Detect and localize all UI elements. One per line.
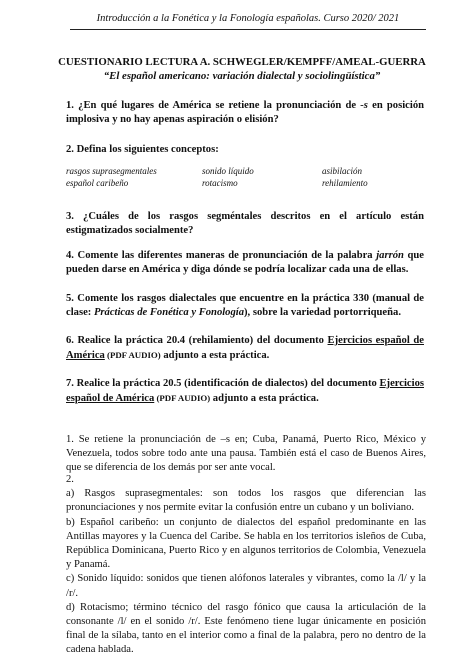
question-7-document-link[interactable]: Ejercicios español de América: [66, 378, 424, 405]
question-4: [66, 249, 424, 277]
question-3: 3. ¿Cuáles de los rasgos segméntales descritos en el artículo están estigmatizados socialmente?: [66, 211, 424, 237]
concept-item: rasgos suprasegmentales: [66, 166, 157, 176]
question-6-audio-note: (PDF AUDIO): [104, 350, 161, 361]
question-5: [66, 292, 424, 320]
question-5-text: 5. Comente los rasgos dialectales que encuentre en la práctica 330 (manual de clase:: [66, 293, 424, 319]
question-1-text-end: en posición implosiva y no hay apenas aspiración o elisión?: [66, 100, 425, 126]
answer-2-c: c) Sonido líquido: sonidos que tienen alófonos laterales y vibrantes, como la /l/ y la /r/.: [66, 573, 426, 599]
title-block: [58, 55, 426, 83]
answer-1: 1. Se retiene la pronunciación de –s en; Cuba, Panamá, Puerto Rico, México y Venezuela, todos sobre todo ante una pausa. También está el caso de Buenos Aires, que se diferencia de los demás por ser ante vocal.: [66, 434, 426, 474]
question-4-emphasis: jarrón: [376, 250, 404, 261]
document-title: CUESTIONARIO LECTURA A. SCHWEGLER/KEMPFF/AMEAL-GUERRA: [58, 56, 426, 68]
document-subtitle: “El español americano: variación dialectal y sociolingüística”: [103, 70, 381, 82]
question-6-document-link[interactable]: Ejercicios español de América: [66, 335, 424, 362]
question-7: [66, 377, 424, 406]
answer-2-d: d) Rotacismo; término técnico del rasgo fónico que causa la articulación de la consonante /l/ en el sonido /r/. Este fenómeno tiene lugar únicamente en posición final de la sílaba, tanto en el interior como a final de la palabra, pero no dentro de la cadena hablada.: [66, 601, 426, 656]
answer-2-b: b) Español caribeño: un conjunto de dialectos del español predominante en las Antillas mayores y la Cuenca del Caribe. Se habla en los territorios isleños de Cuba, República Dominicana, Puerto Rico y en algunos territorios de Colombia, Venezuela y Panamá.: [66, 516, 426, 571]
concept-item: rotacismo: [202, 177, 238, 188]
question-6-text-end: adjunto a esta práctica.: [160, 350, 270, 362]
concepts-row: [66, 178, 426, 190]
concept-item: español caribeño: [66, 177, 129, 188]
concepts-table: [66, 166, 426, 189]
question-7-audio-note: (PDF AUDIO): [154, 393, 211, 404]
page-header: Introducción a la Fonética y la Fonología españolas. Curso 2020/ 2021: [70, 12, 426, 30]
question-1: [66, 99, 424, 127]
question-5-manual-title: Prácticas de Fonética y Fonología: [93, 307, 245, 319]
question-7-text: 7. Realice la práctica 20.5 (identificación de dialectos) del documento: [66, 378, 380, 389]
question-6-text: 6. Realice la práctica 20.4 (rehilamiento) del documento: [66, 335, 328, 346]
answer-2-a: a) Rasgos suprasegmentales: son todos los rasgos que diferencian las pronunciaciones y nos permite evitar la confusión entre un cubano y un boliviano.: [66, 488, 426, 514]
concept-item: rehilamiento: [322, 177, 368, 188]
question-4-text: 4. Comente las diferentes maneras de pronunciación de la palabra: [66, 250, 377, 261]
question-4-text-end: que pueden darse en América y diga dónde se podría localizar cada una de ellas.: [66, 250, 424, 276]
question-7-text-end: adjunto a esta práctica.: [210, 393, 319, 405]
question-1-emphasis: -s: [360, 100, 368, 111]
concept-item: asibilación: [322, 166, 362, 176]
question-6: [66, 334, 424, 363]
question-2: 2. Defina los siguientes conceptos:: [66, 144, 219, 155]
question-1-text: 1. ¿En qué lugares de América se retiene la pronunciación de: [66, 100, 361, 111]
question-5-text-end: ), sobre la variedad portorriqueña.: [244, 307, 401, 319]
concepts-row: [66, 166, 426, 178]
answer-2-number: 2.: [66, 474, 74, 485]
answer-2: [66, 473, 426, 658]
concept-item: sonido líquido: [202, 166, 254, 176]
